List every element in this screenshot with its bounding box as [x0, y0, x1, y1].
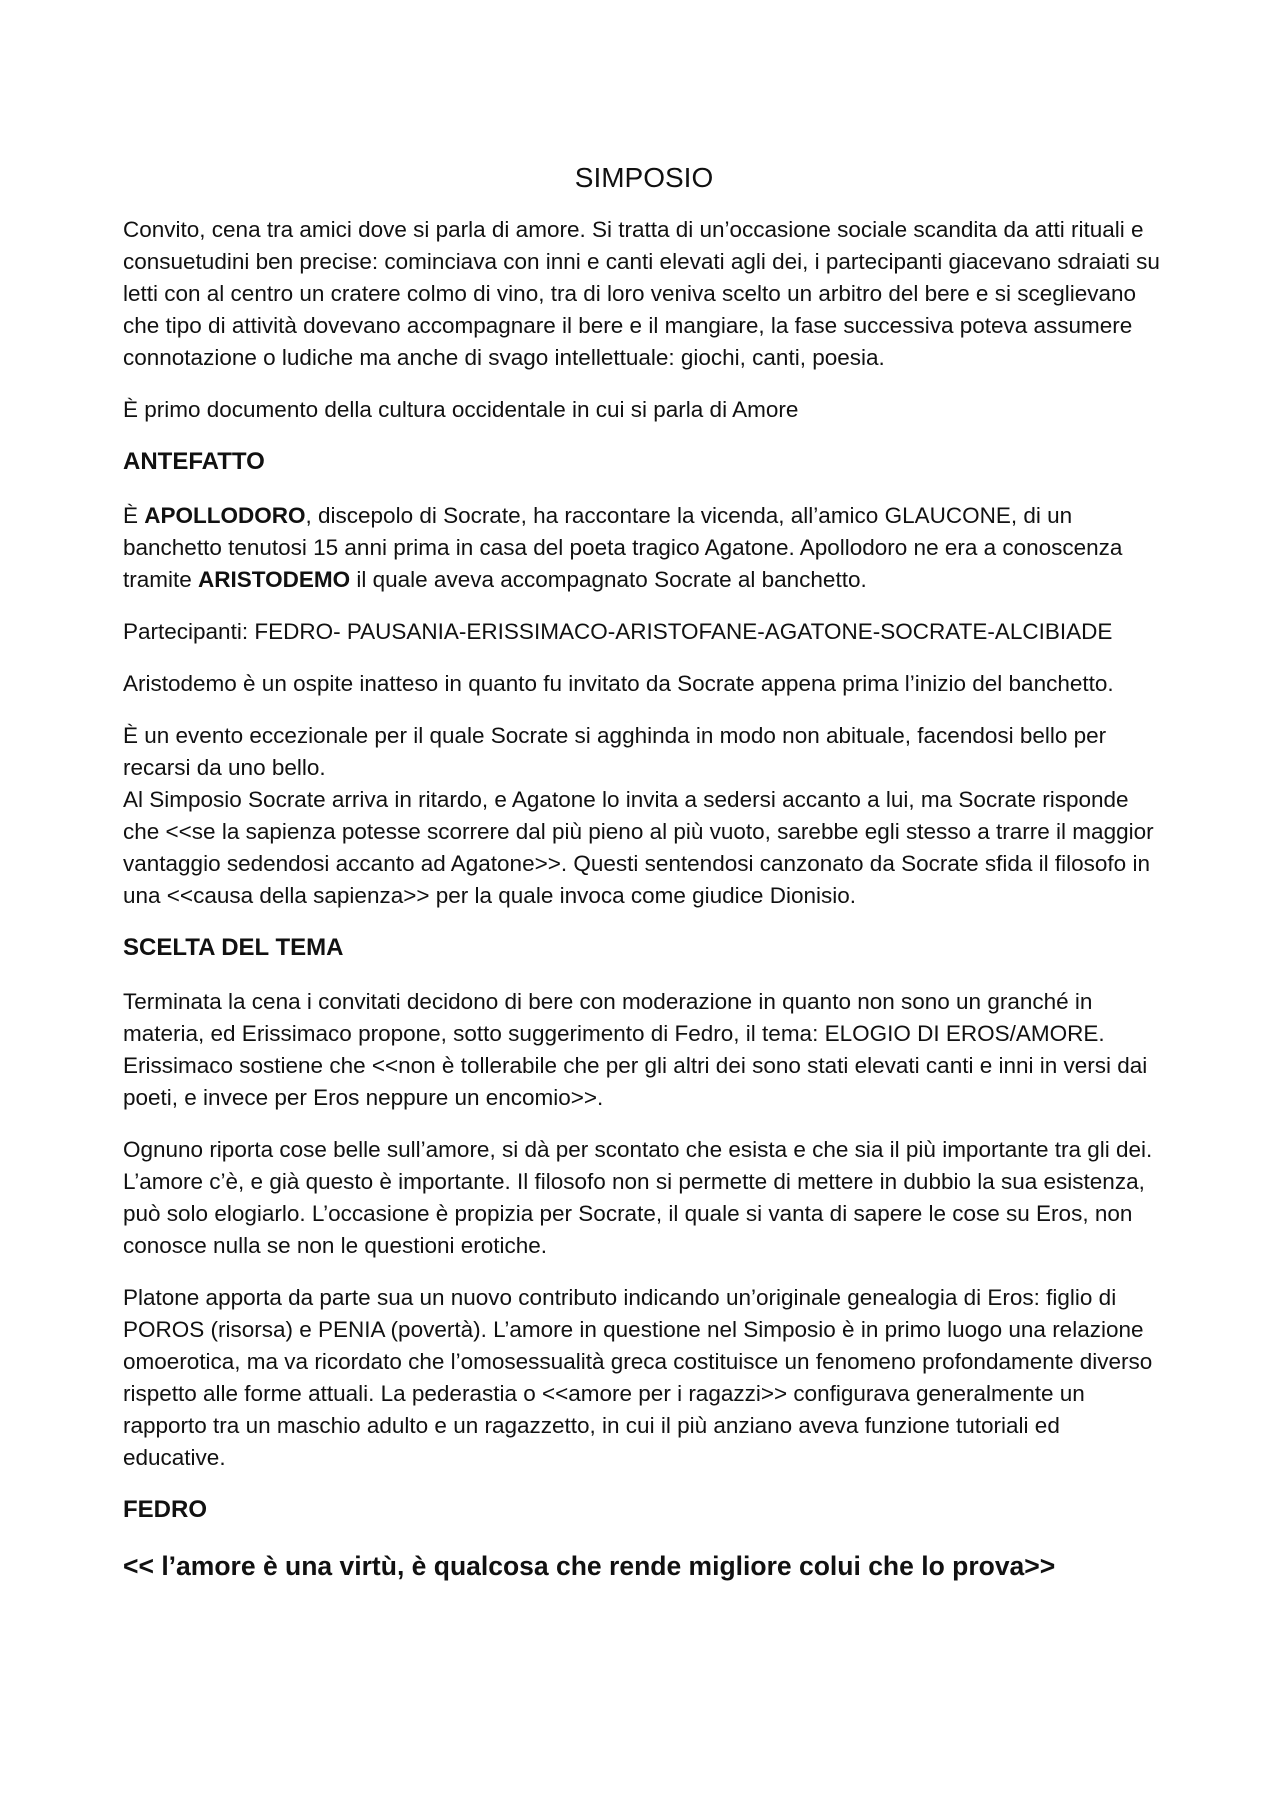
antefatto-paragraph [123, 500, 1165, 596]
fedro-quote: << l’amore è una virtù, è qualcosa che rende migliore colui che lo prova>> [123, 1551, 1056, 1581]
document-title: SIMPOSIO [574, 162, 714, 193]
ognuno-paragraph: Ognuno riporta cose belle sull’amore, si dà per scontato che esista e che sia il più importante tra gli dei. L’amore c’è, e già questo è importante. Il filosofo non si permette di mettere in dubbio la sua esistenza, può solo elogiarlo. L’occasione è propizia per Socrate, il quale si vanta di sapere le cose su Eros, non conosce nulla se non le questioni erotiche. [123, 1137, 1153, 1258]
primo-documento-paragraph: È primo documento della cultura occidentale in cui si parla di Amore [123, 397, 799, 422]
scelta-paragraph: Terminata la cena i convitati decidono di bere con moderazione in quanto non sono un granché in materia, ed Erissimaco propone, sotto suggerimento di Fedro, il tema: ELOGIO DI EROS/AMORE. Erissimaco sostiene che <<non è tollerabile che per gli altri dei sono stati elevati canti e inni in versi dai poeti, e invece per Eros neppure un encomio>>. [123, 989, 1148, 1110]
heading-antefatto: ANTEFATTO [123, 448, 265, 475]
platone-paragraph: Platone apporta da parte sua un nuovo contributo indicando un’originale genealogia di Eros: figlio di POROS (risorsa) e PENIA (povertà). L’amore in questione nel Simposio è in primo luogo una relazione omoerotica, ma va ricordato che l’omosessualità greca costituisce un fenomeno profondamente diverso rispetto alle forme attuali. La pederastia o <<amore per i ragazzi>> configurava generalmente un rapporto tra un maschio adulto e un ragazzetto, in cui il più anziano aveva funzione tutoriali ed educative. [123, 1285, 1153, 1470]
heading-scelta-del-tema: SCELTA DEL TEMA [123, 934, 344, 961]
aristodemo-paragraph: Aristodemo è un ospite inatteso in quanto fu invitato da Socrate appena prima l’inizio del banchetto. [123, 671, 1114, 696]
arrivo-paragraph: Al Simposio Socrate arriva in ritardo, e Agatone lo invita a sedersi accanto a lui, ma Socrate risponde che <<se la sapienza potesse scorrere dal più pieno al più vuoto, sarebbe egli stesso a trarre il maggior vantaggio sedendosi accanto ad Agatone>>. Questi sentendosi canzonato da Socrate sfida il filosofo in una <<causa della sapienza>> per la quale invoca come giudice Dionisio. [123, 787, 1154, 908]
heading-fedro: FEDRO [123, 1496, 207, 1523]
intro-paragraph: Convito, cena tra amici dove si parla di amore. Si tratta di un’occasione sociale scandita da atti rituali e consuetudini ben precise: cominciava con inni e canti elevati agli dei, i partecipanti giacevano sdraiati su letti con al centro un cratere colmo di vino, tra di loro veniva scelto un arbitro del bere e si sceglievano che tipo di attività dovevano accompagnare il bere e il mangiare, la fase successiva poteva assumere connotazione o ludiche ma anche di svago intellettuale: giochi, canti, poesia. [123, 217, 1160, 370]
antefatto-text-3: il quale aveva accompagnato Socrate al banchetto. [350, 567, 867, 592]
antefatto-text-1: È [123, 503, 145, 528]
partecipanti-paragraph: Partecipanti: FEDRO- PAUSANIA-ERISSIMACO-ARISTOFANE-AGATONE-SOCRATE-ALCIBIADE [123, 619, 1113, 644]
antefatto-text-2: , discepolo di Socrate, ha raccontare la vicenda, all’amico GLAUCONE, di un banchetto tenutosi 15 anni prima in casa del poeta tragico Agatone. Apollodoro ne era a conoscenza tramite [123, 503, 1123, 592]
aristodemo-bold: ARISTODEMO [198, 567, 351, 592]
apollodoro-bold: APOLLODORO [144, 503, 306, 528]
evento-paragraph: È un evento eccezionale per il quale Socrate si agghinda in modo non abituale, facendosi bello per recarsi da uno bello. [123, 723, 1107, 780]
